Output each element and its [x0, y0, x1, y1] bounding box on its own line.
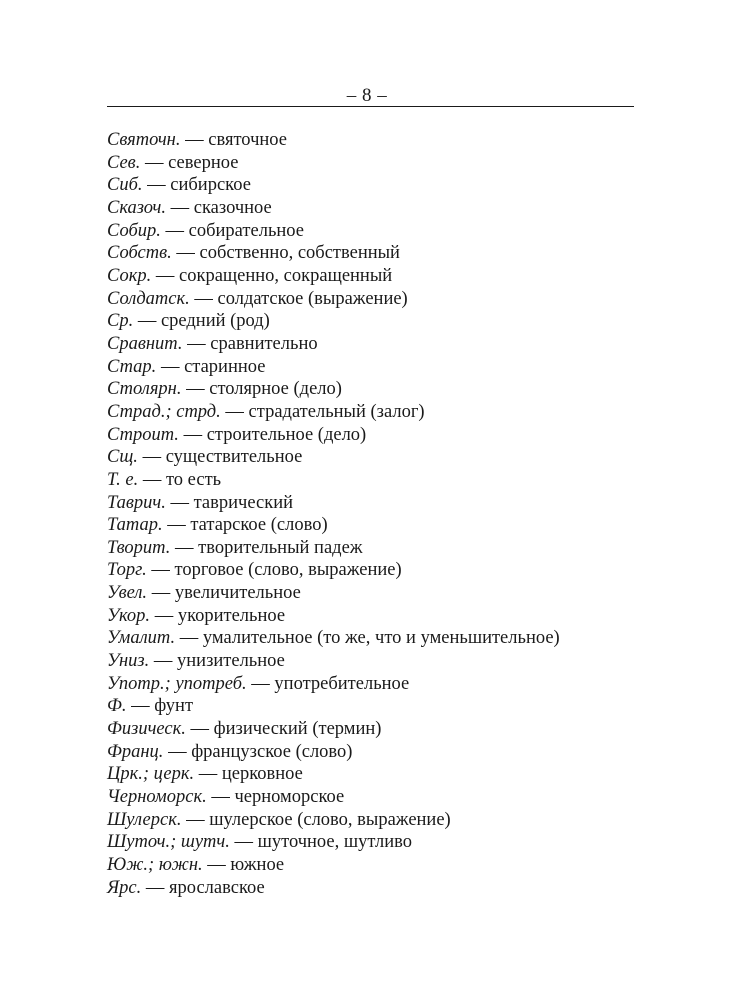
abbreviation-entry — [107, 469, 667, 492]
abbreviation-term: Ср. — [107, 311, 134, 332]
abbreviation-meaning: фунт — [154, 696, 194, 717]
abbreviation-meaning: столярное (дело) — [209, 379, 342, 400]
separator-dash: — — [142, 175, 171, 196]
separator-dash: — — [126, 696, 155, 717]
header-rule — [107, 106, 634, 107]
abbreviation-term: Укор. — [107, 605, 151, 626]
abbreviation-entry — [107, 378, 667, 401]
abbreviation-meaning: собственно, собственный — [199, 243, 400, 264]
abbreviation-term: Юж.; южн. — [107, 855, 203, 875]
abbreviation-entry — [107, 197, 667, 220]
abbreviation-entry — [107, 424, 667, 447]
separator-dash: — — [138, 469, 166, 490]
abbreviation-term: Таврич. — [107, 492, 166, 513]
abbreviation-meaning: сказочное — [193, 197, 272, 218]
abbreviation-meaning: французское (слово) — [191, 741, 353, 762]
abbreviation-entry — [107, 786, 667, 809]
abbreviation-term: Шуточ.; шутч. — [107, 832, 230, 853]
abbreviation-term: Франц. — [107, 741, 164, 762]
separator-dash: — — [140, 152, 169, 173]
abbreviation-entry — [107, 356, 667, 379]
separator-dash: — — [229, 832, 258, 853]
abbreviation-term: Сказоч. — [107, 197, 166, 218]
separator-dash: — — [181, 379, 210, 400]
abbreviation-term: Физическ. — [107, 719, 186, 740]
abbreviation-meaning: сокращенно, сокращенный — [179, 265, 393, 286]
abbreviation-meaning: увеличительное — [174, 583, 301, 604]
abbreviation-term: Ф. — [107, 696, 127, 717]
abbreviation-term: Солдатск. — [107, 288, 190, 309]
separator-dash: — — [160, 220, 189, 241]
abbreviation-entry — [107, 695, 667, 718]
abbreviation-entry — [107, 537, 667, 560]
separator-dash: — — [178, 424, 207, 445]
abbreviation-entry — [107, 877, 667, 900]
abbreviation-entry — [107, 605, 667, 628]
abbreviation-meaning: торговое (слово, выражение) — [174, 560, 402, 581]
abbreviation-meaning: укорительное — [177, 605, 286, 626]
abbreviation-meaning: южное — [230, 855, 285, 875]
abbreviation-term: Ярс. — [107, 877, 142, 898]
separator-dash: — — [162, 515, 191, 536]
abbreviation-entry — [107, 854, 667, 877]
separator-dash: — — [156, 356, 185, 377]
abbreviation-meaning: святочное — [208, 130, 287, 150]
separator-dash: — — [165, 492, 194, 513]
abbreviation-term: Торг. — [107, 560, 147, 581]
separator-dash: — — [206, 787, 235, 808]
abbreviation-meaning: умалительное (то же, что и уменьшительное) — [202, 628, 560, 649]
abbreviation-term: Сокр. — [107, 265, 152, 286]
separator-dash: — — [151, 265, 179, 286]
abbreviation-meaning: шуточное, шутливо — [257, 832, 412, 853]
abbreviation-term: Творит. — [107, 537, 171, 558]
abbreviation-entry — [107, 809, 667, 832]
abbreviation-term: Т. е. — [107, 469, 139, 490]
separator-dash: — — [189, 288, 218, 309]
abbreviation-meaning: северное — [168, 152, 239, 173]
abbreviation-meaning: ярославское — [169, 877, 265, 898]
abbreviation-term: Строит. — [107, 424, 179, 445]
separator-dash: — — [185, 719, 214, 740]
abbreviation-term: Стар. — [107, 356, 157, 377]
abbreviation-entry — [107, 831, 667, 854]
separator-dash: — — [194, 764, 222, 785]
abbreviation-meaning: то есть — [165, 469, 222, 490]
separator-dash: — — [147, 583, 175, 604]
abbreviation-term: Сравнит. — [107, 333, 183, 354]
abbreviation-meaning: физический (термин) — [213, 719, 382, 740]
abbreviation-entry — [107, 763, 667, 786]
separator-dash: — — [180, 130, 209, 150]
separator-dash: — — [181, 809, 210, 830]
abbreviation-term: Сщ. — [107, 447, 138, 468]
abbreviation-term: Собств. — [107, 243, 172, 264]
abbreviation-term: Униз. — [107, 651, 150, 672]
separator-dash: — — [175, 628, 203, 649]
abbreviation-term: Употр.; употреб. — [107, 673, 247, 694]
abbreviation-meaning: употребительное — [274, 673, 410, 694]
separator-dash: — — [133, 311, 161, 332]
abbreviation-term: Собир. — [107, 220, 161, 241]
abbreviation-entry — [107, 718, 667, 741]
abbreviation-entry — [107, 242, 667, 265]
abbreviation-term: Черноморск. — [107, 787, 207, 808]
abbreviation-entry — [107, 333, 667, 356]
separator-dash: — — [182, 333, 211, 354]
abbreviation-meaning: строительное (дело) — [206, 424, 367, 445]
abbreviation-meaning: старинное — [184, 356, 266, 377]
abbreviation-term: Умалит. — [107, 628, 176, 649]
page-number: – 8 – — [346, 85, 388, 106]
abbreviation-meaning: таврический — [193, 492, 293, 513]
abbreviation-term: Столярн. — [107, 379, 182, 400]
abbreviation-entry — [107, 401, 667, 424]
abbreviation-term: Татар. — [107, 515, 163, 536]
separator-dash: — — [150, 605, 178, 626]
abbreviation-term: Сиб. — [107, 175, 143, 196]
abbreviation-entry — [107, 559, 667, 582]
abbreviation-entry — [107, 514, 667, 537]
separator-dash: — — [246, 673, 275, 694]
abbreviation-entry — [107, 582, 667, 605]
abbreviation-entry — [107, 446, 667, 469]
separator-dash: — — [165, 197, 194, 218]
abbreviation-entry — [107, 741, 667, 764]
abbreviation-meaning: унизительное — [177, 651, 285, 672]
abbreviation-meaning: собирательное — [188, 220, 304, 241]
abbreviation-entry — [107, 129, 667, 152]
separator-dash: — — [170, 537, 199, 558]
separator-dash: — — [202, 855, 231, 875]
abbreviation-meaning: черноморское — [234, 787, 345, 808]
separator-dash: — — [220, 401, 249, 422]
abbreviation-term: Шулерск. — [107, 809, 182, 830]
abbreviation-list — [107, 129, 667, 899]
abbreviation-entry — [107, 673, 667, 696]
abbreviation-meaning: творительный падеж — [198, 537, 363, 558]
abbreviation-entry — [107, 152, 667, 175]
abbreviation-meaning: страдательный (залог) — [248, 401, 425, 422]
abbreviation-meaning: существительное — [165, 447, 303, 468]
abbreviation-term: Святочн. — [107, 130, 181, 150]
abbreviation-meaning: сибирское — [170, 175, 251, 196]
separator-dash: — — [141, 877, 169, 898]
abbreviation-meaning: татарское (слово) — [190, 515, 328, 536]
abbreviation-entry — [107, 650, 667, 673]
abbreviation-entry — [107, 174, 667, 197]
abbreviation-entry — [107, 627, 667, 650]
abbreviation-meaning: сравнительно — [210, 333, 318, 354]
abbreviation-meaning: солдатское (выражение) — [217, 288, 408, 309]
abbreviation-entry — [107, 265, 667, 288]
abbreviation-meaning: средний (род) — [160, 311, 270, 332]
separator-dash: — — [146, 560, 175, 581]
abbreviation-entry — [107, 288, 667, 311]
abbreviation-term: Страд.; стрд. — [107, 401, 221, 422]
separator-dash: — — [163, 741, 192, 762]
separator-dash: — — [149, 651, 178, 672]
separator-dash: — — [171, 243, 200, 264]
separator-dash: — — [137, 447, 166, 468]
abbreviation-entry — [107, 310, 667, 333]
abbreviation-term: Сев. — [107, 152, 141, 173]
abbreviation-entry — [107, 220, 667, 243]
abbreviation-term: Црк.; церк. — [107, 764, 195, 785]
abbreviation-meaning: церковное — [221, 764, 303, 785]
abbreviation-entry — [107, 492, 667, 515]
abbreviation-meaning: шулерское (слово, выражение) — [209, 809, 451, 830]
abbreviation-term: Увел. — [107, 583, 148, 604]
